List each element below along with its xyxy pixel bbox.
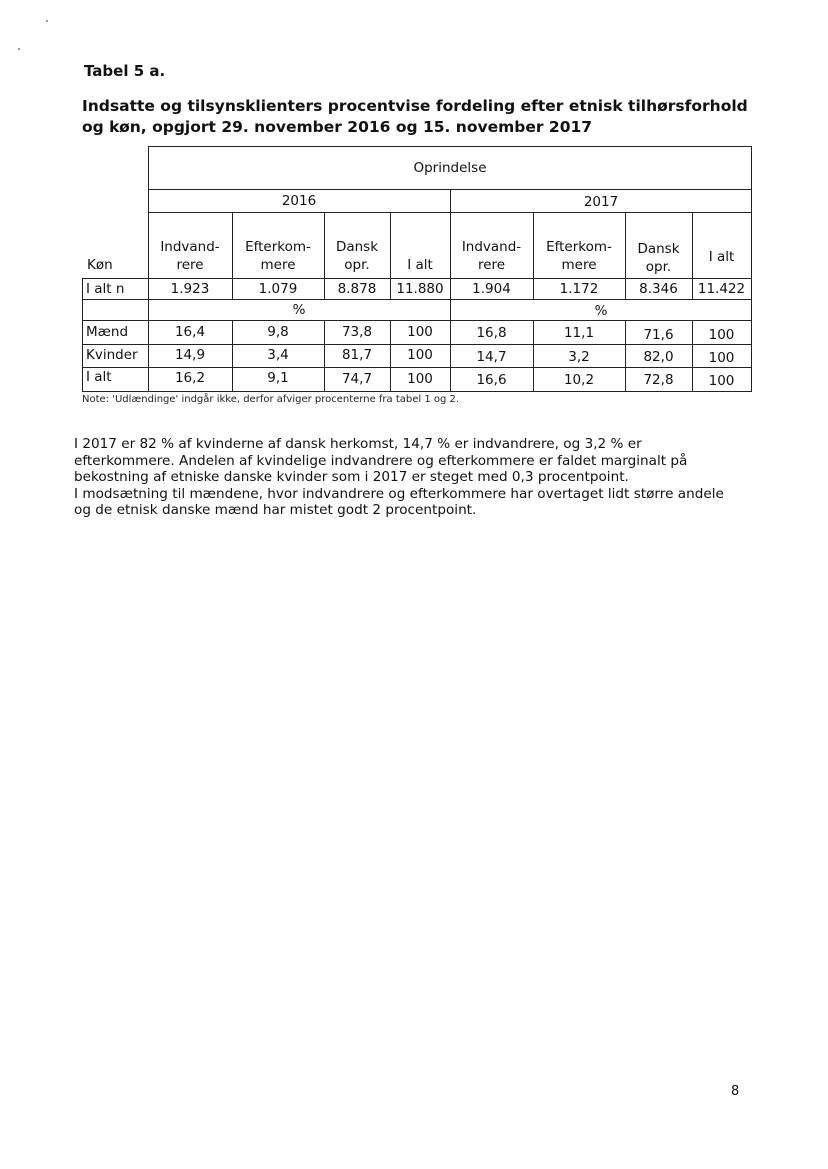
table-cell: 16,6 <box>476 372 507 388</box>
page-number: 8 <box>731 1084 740 1099</box>
table-cell: 14,9 <box>174 347 206 363</box>
data-table <box>82 146 752 392</box>
paragraph-line: efterkommere. Andelen af kvindelige indvandrere og efterkommere er faldet marginalt på <box>74 452 688 469</box>
col-header-descendants-2016: Efterkom- mere <box>245 239 311 273</box>
paragraph-line: I 2017 er 82 % af kvinderne af dansk herkomst, 14,7 % er indvandrere, og 3,2 % er <box>74 436 642 452</box>
table-cell: 9,1 <box>267 370 289 386</box>
table-cell: 10,2 <box>563 372 595 388</box>
table-cell: 100 <box>708 350 735 366</box>
paragraph-line: og de etnisk danske mænd har mistet godt 2 procentpoint. <box>74 502 477 518</box>
table-cell: 1.172 <box>559 281 599 297</box>
scan-speck <box>46 20 48 22</box>
table-heading: Indsatte og tilsynsklienters procentvise fordeling efter etnisk tilhørsforhold og køn, opgjort 29. november 2016 og 15. november 2017 <box>82 97 748 136</box>
table-cell: 16,4 <box>174 324 206 340</box>
table-cell: 82,0 <box>643 349 674 365</box>
table-note: Note: 'Udlændinge' indgår ikke, derfor afviger procenterne fra tabel 1 og 2. <box>82 394 460 405</box>
table-cell: 3,4 <box>267 347 289 363</box>
row-label-men: Mænd <box>86 324 129 340</box>
paragraph-line: I modsætning til mændene, hvor indvandrere og efterkommere har overtaget lidt større andele <box>74 485 724 502</box>
table-cell: 73,8 <box>341 324 373 340</box>
table-cell: 72,8 <box>643 372 674 388</box>
scan-speck <box>18 48 20 50</box>
paragraph-line: bekostning af etniske danske kvinder som i 2017 er steget med 0,3 procentpoint. <box>74 469 629 485</box>
table-cell: 16,2 <box>174 370 206 386</box>
table-label: Tabel 5 a. <box>84 62 166 80</box>
col-header-immigrants-2016: Indvand- rere <box>160 239 220 273</box>
col-header-danish-2016: Dansk opr. <box>335 239 379 273</box>
table-cell: 71,6 <box>643 327 674 343</box>
table-cell: 100 <box>708 373 735 389</box>
row-label-women: Kvinder <box>86 347 138 363</box>
table-cell: 1.923 <box>170 281 210 297</box>
table-cell: 14,7 <box>476 349 507 365</box>
table-cell: 74,7 <box>341 371 373 387</box>
table-cell: 9,8 <box>267 324 289 340</box>
body-paragraph <box>74 436 764 519</box>
table-cell: 3,2 <box>568 349 590 365</box>
table-cell: 100 <box>407 324 433 340</box>
year-2016-header: 2016 <box>281 193 317 209</box>
table-cell: 100 <box>407 347 433 363</box>
col-header-total-2016: I alt <box>407 257 433 273</box>
gender-column-header: Køn <box>87 257 113 273</box>
table-cell: 8.346 <box>639 281 678 297</box>
col-header-total-2017: I alt <box>708 249 735 265</box>
year-2017-header: 2017 <box>583 194 619 210</box>
table-cell: 100 <box>407 371 433 387</box>
table-cell: 81,7 <box>341 347 373 363</box>
table-cell: 1.079 <box>258 281 298 297</box>
table-cell: 100 <box>708 327 735 343</box>
col-header-danish-2017: Dansk opr. <box>637 241 680 275</box>
origin-header: Oprindelse <box>413 160 487 176</box>
table-cell: 11,1 <box>563 325 595 341</box>
count-row-label: I alt n <box>86 281 125 297</box>
col-header-descendants-2017: Efterkom- mere <box>546 239 612 273</box>
row-label-total: I alt <box>86 369 112 385</box>
percent-label-2017: % <box>594 303 608 319</box>
table-cell: 16,8 <box>476 325 507 341</box>
table-cell: 11.422 <box>697 281 746 297</box>
table-cell: 1.904 <box>472 281 511 297</box>
col-header-immigrants-2017: Indvand- rere <box>461 239 522 273</box>
table-cell: 8.878 <box>337 281 377 297</box>
percent-label-2016: % <box>292 302 306 318</box>
table-cell: 11.880 <box>396 281 444 297</box>
